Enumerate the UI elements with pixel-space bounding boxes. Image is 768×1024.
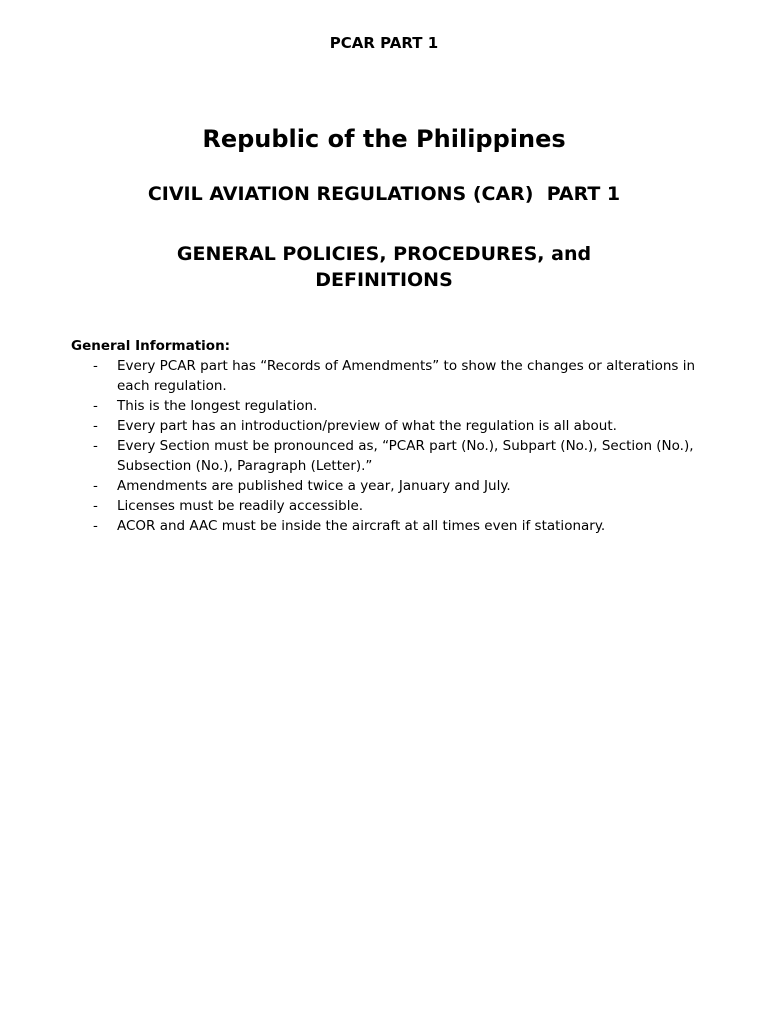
page-header: PCAR PART 1 <box>329 34 439 52</box>
bullet-dash: - <box>93 418 98 434</box>
list-item-text: This is the longest regulation. <box>117 398 318 414</box>
bullet-list <box>71 356 711 536</box>
list-item-text: Licenses must be readily accessible. <box>117 498 364 514</box>
bullet-dash: - <box>93 518 98 534</box>
list-item-text: Every PCAR part has “Records of Amendments” to show the changes or alterations in each regulation. <box>117 358 696 394</box>
list-item <box>71 396 711 416</box>
list-item <box>71 416 711 436</box>
list-item <box>71 496 711 516</box>
bullet-dash: - <box>93 438 98 454</box>
bullet-dash: - <box>93 478 98 494</box>
general-information-section <box>71 336 711 536</box>
list-item-text: Every part has an introduction/preview of what the regulation is all about. <box>117 418 617 434</box>
bullet-dash: - <box>93 498 98 514</box>
list-item-text: Amendments are published twice a year, January and July. <box>117 478 511 494</box>
section-heading: General Information: <box>71 338 231 354</box>
list-item-text: Every Section must be pronounced as, “PCAR part (No.), Subpart (No.), Section (No.), Subsection (No.), Paragraph (Letter).” <box>117 438 694 474</box>
list-item-text: ACOR and AAC must be inside the aircraft at all times even if stationary. <box>117 518 606 534</box>
document-subtitle-2: GENERAL POLICIES, PROCEDURES, and DEFINITIONS <box>176 243 592 291</box>
document-subtitle: CIVIL AVIATION REGULATIONS (CAR) PART 1 <box>147 183 621 205</box>
list-item <box>71 436 711 476</box>
bullet-dash: - <box>93 398 98 414</box>
list-item <box>71 516 711 536</box>
list-item <box>71 476 711 496</box>
document-title: Republic of the Philippines <box>202 125 566 153</box>
bullet-dash: - <box>93 358 98 374</box>
list-item <box>71 356 711 396</box>
